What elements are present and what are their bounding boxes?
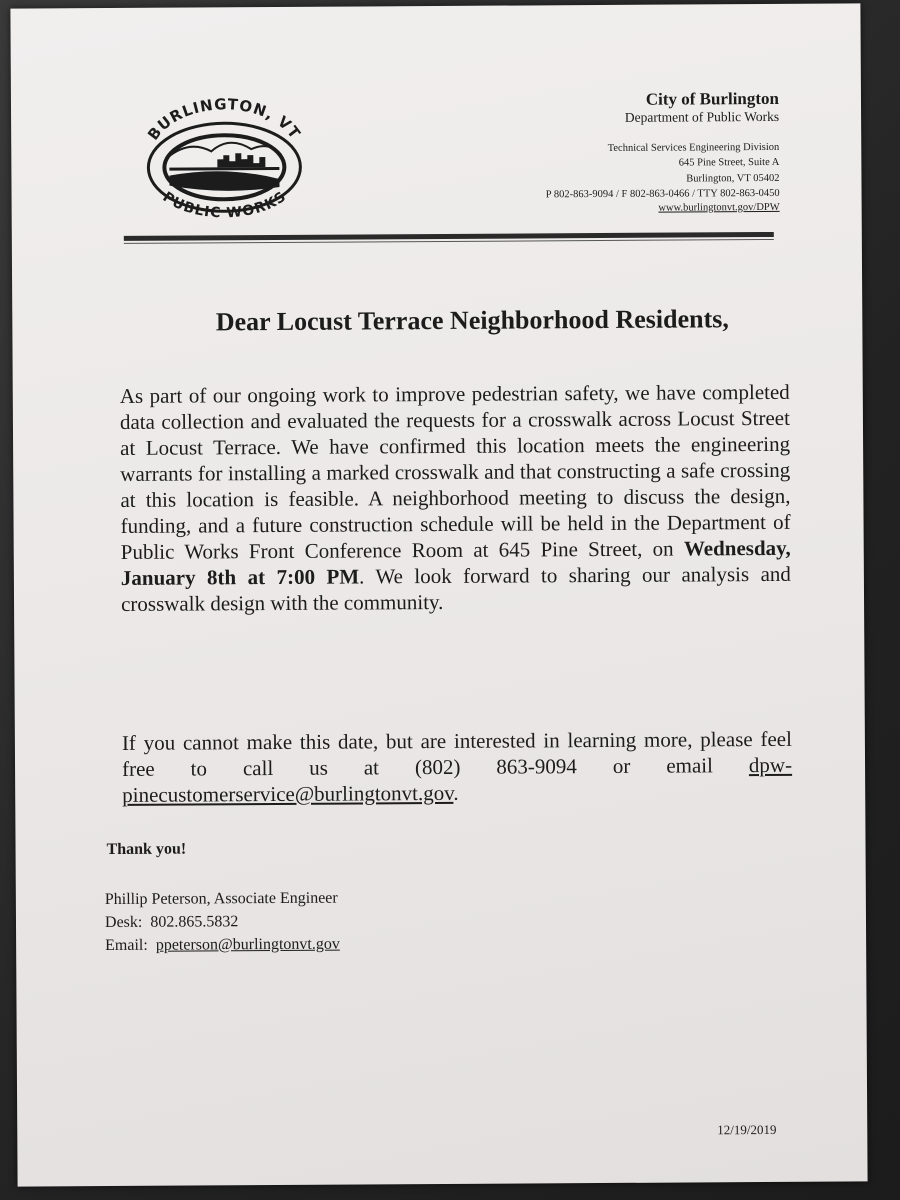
desk-label: Desk:: [104, 913, 143, 932]
salutation: Dear Locust Terrace Neighborhood Residents,: [215, 304, 729, 337]
letter-page: [10, 3, 867, 1186]
letter-date: 12/19/2019: [717, 1121, 777, 1138]
meeting-datetime: Wednesday, January 8th at 7:00 PM: [120, 535, 791, 590]
public-works-logo: [129, 95, 320, 226]
letterhead-address2: Burlington, VT 05402: [686, 172, 780, 185]
customer-service-email[interactable]: dpw-pinecustomerservice@burlingtonvt.gov: [122, 752, 793, 807]
signer-name: Phillip Peterson, Associate Engineer: [104, 889, 338, 909]
letterhead-url[interactable]: www.burlingtonvt.gov/DPW: [658, 201, 780, 214]
paragraph-2-text: If you cannot make this date, but are interested in learning more, please feel free to call us at (802) 863-9094 or email: [121, 726, 792, 781]
letterhead: [439, 88, 780, 216]
desk-line: [105, 910, 340, 934]
email-line: [105, 933, 340, 957]
letterhead-phones: P 802-863-9094 / F 802-863-0466 / TTY 802-863-0450: [545, 187, 780, 201]
closing-thanks: Thank you!: [106, 840, 187, 859]
logo-top-text: BURLINGTON, VT: [144, 95, 305, 144]
signature-block: [105, 887, 340, 957]
letterhead-division: Technical Services Engineering Division: [607, 142, 780, 155]
letterhead-city: City of Burlington: [645, 88, 780, 109]
desk-phone: 802.865.5832: [150, 913, 239, 931]
letterhead-department: Department of Public Works: [624, 109, 780, 126]
email-label: Email:: [105, 936, 148, 955]
paragraph-2-text-end: .: [453, 780, 459, 805]
paragraph-1-text: As part of our ongoing work to improve pedestrian safety, we have completed data collection and evaluated the requests for a crosswalk across Locust Street at Locust Terrace. We have confirmed this location meets the engineering warrants for installing a marked crosswalk and that constructing a safe crossing at this location is feasible. A neighborhood meeting to discuss the design, funding, and a future construction schedule will be held in the Department of Public Works Front Conference Room at 645 Pine Street, on: [119, 379, 791, 564]
logo-bottom-text: PUBLIC WORKS: [159, 188, 290, 222]
letterhead-address1: 645 Pine Street, Suite A: [678, 157, 780, 169]
body-paragraph-2: [122, 726, 792, 808]
paragraph-1-text-end: . We look forward to sharing our analysis and crosswalk design with the community.: [120, 561, 791, 616]
body-paragraph-1: [120, 379, 791, 617]
signer-email[interactable]: ppeterson@burlingtonvt.gov: [155, 935, 340, 954]
